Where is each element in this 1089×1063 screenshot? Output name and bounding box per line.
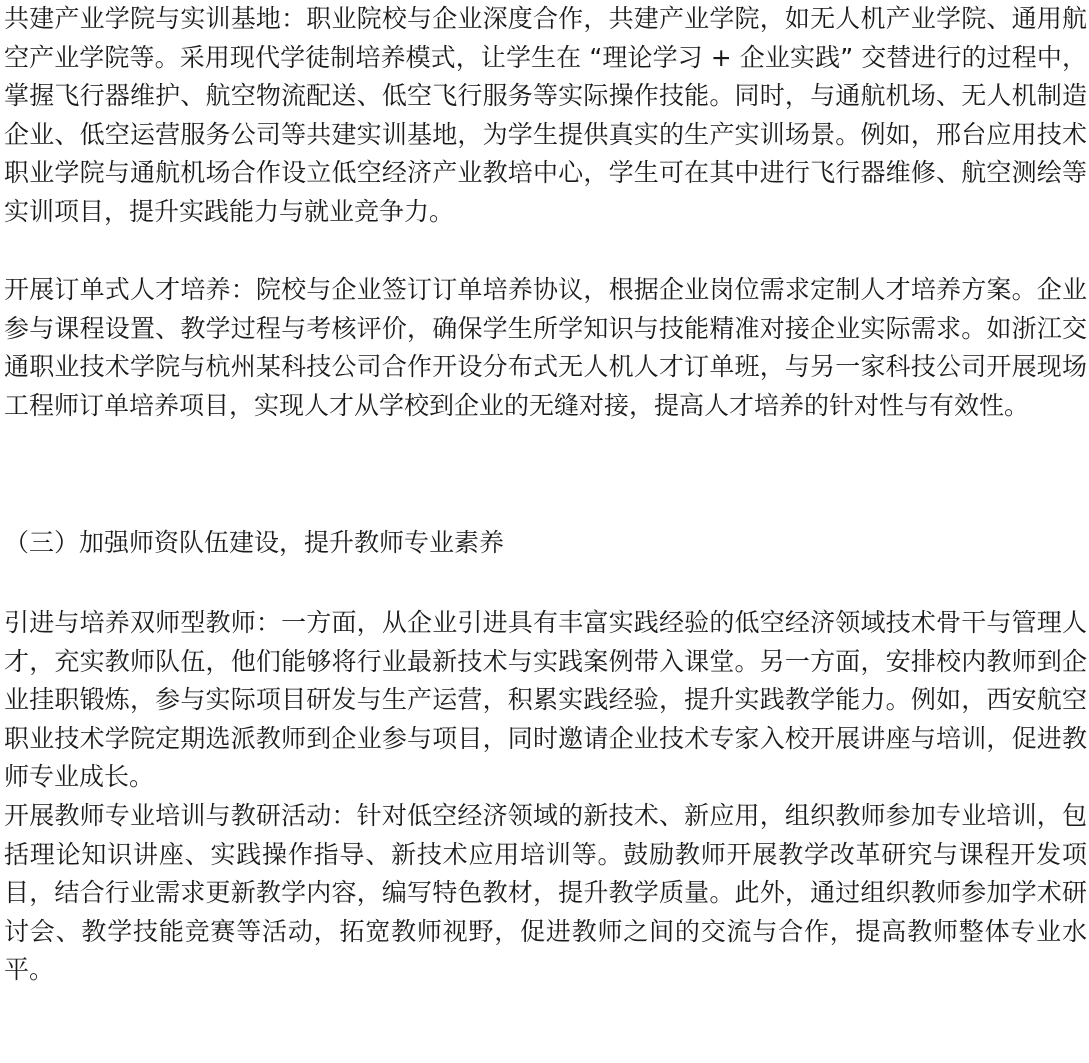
paragraph-order-training: 开展订单式人才培养：院校与企业签订订单培养协议，根据企业岗位需求定制人才培养方案。企业参与课程设置、教学过程与考核评价，确保学生所学知识与技能精准对接企业实际需求。如浙江交通职业技术学院与杭州某科技公司合作开设分布式无人机人才订单班，与另一家科技公司开展现场工程师订单培养项目，实现人才从学校到企业的无缝对接，提高人才培养的针对性与有效性。	[4, 275, 1087, 420]
paragraph-dual-teachers: 引进与培养双师型教师：一方面，从企业引进具有丰富实践经验的低空经济领域技术骨干与管理人才，充实教师队伍，他们能够将行业最新技术与实践案例带入课堂。另一方面，安排校内教师到企业挂职锻炼，参与实际项目研发与生产运营，积累实践经验，提升实践教学能力。例如，西安航空职业技术学院定期选派教师到企业参与项目，同时邀请企业技术专家入校开展讲座与培训，促进教师专业成长。	[4, 608, 1087, 792]
paragraph-industry-college: 共建产业学院与实训基地：职业院校与企业深度合作，共建产业学院，如无人机产业学院、通用航空产业学院等。采用现代学徒制培养模式，让学生在 “理论学习 + 企业实践” 交替进行的过程中，掌握飞行器维护、航空物流配送、低空飞行服务等实际操作技能。同时，与通航机场、无人机制造企业、低空运营服务公司等共建实训基地，为学生提供真实的生产实训场景。例如，邢台应用技术职业学院与通航机场合作设立低空经济产业教培中心，学生可在其中进行飞行器维修、航空测绘等实训项目，提升实践能力与就业竞争力。	[4, 4, 1087, 226]
section-heading-teachers: （三）加强师资队伍建设，提升教师专业素养	[4, 528, 505, 557]
paragraph-teacher-training: 开展教师专业培训与教研活动：针对低空经济领域的新技术、新应用，组织教师参加专业培训，包括理论知识讲座、实践操作指导、新技术应用培训等。鼓励教师开展教学改革研究与课程开发项目，结合行业需求更新教学内容，编写特色教材，提升教学质量。此外，通过组织教师参加学术研讨会、教学技能竞赛等活动，拓宽教师视野，促进教师之间的交流与合作，提高教师整体专业水平。	[4, 801, 1087, 985]
